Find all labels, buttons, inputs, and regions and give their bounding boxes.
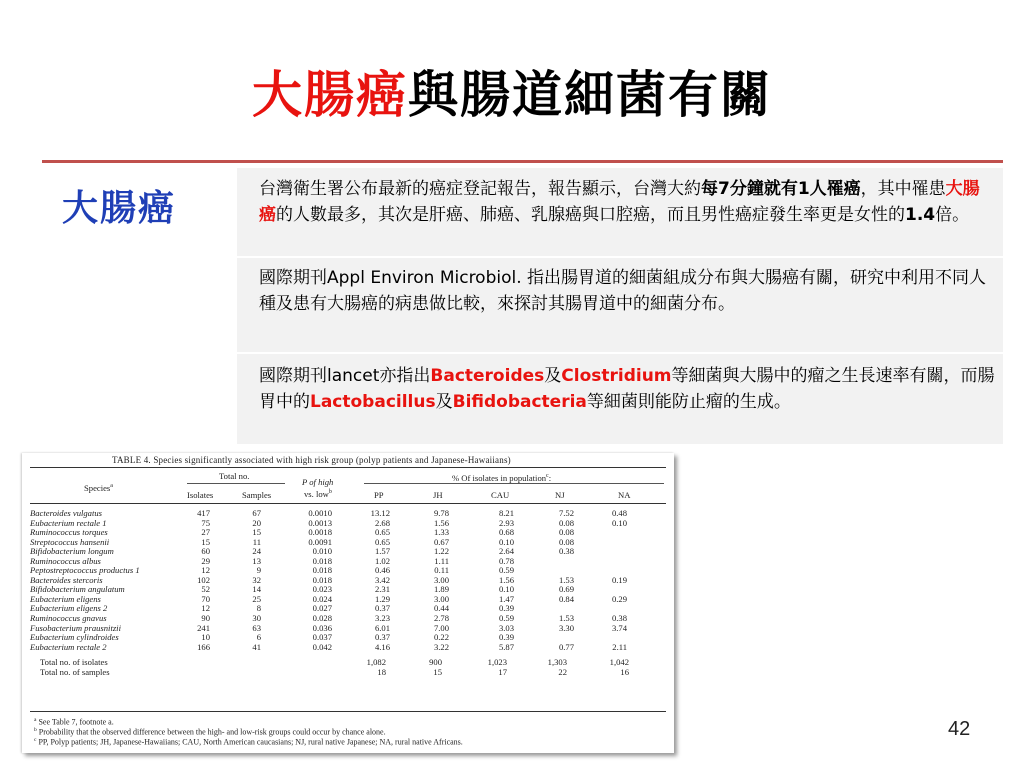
value-cell: 0.46 xyxy=(374,565,390,576)
row-separator xyxy=(237,256,1003,258)
value-cell: 24 xyxy=(252,546,261,557)
value-cell: 0.0091 xyxy=(308,536,332,547)
total-isolates-label: Total no. of isolates xyxy=(40,657,108,667)
species-name-cell: Fusobacterium prausnitzii xyxy=(30,622,121,633)
value-cell: 0.10 xyxy=(498,584,514,595)
header-pp: PP xyxy=(374,490,384,500)
value-cell xyxy=(574,557,627,567)
value-cell: 6 xyxy=(256,632,261,643)
side-label: 大腸癌 xyxy=(62,187,177,229)
p1-emphasis: 每7分鐘就有1人罹癌 xyxy=(701,179,861,199)
value-cell: 0.037 xyxy=(312,632,332,643)
value-cell: 2.93 xyxy=(498,517,514,528)
value-cell: 0.65 xyxy=(374,536,390,547)
value-cell: 30 xyxy=(252,613,261,624)
value-cell: 0.036 xyxy=(312,622,332,633)
species-name-cell: Bifidobacterium angulatum xyxy=(30,584,125,595)
p1-ratio: 1.4 xyxy=(905,205,936,225)
table-top-rule xyxy=(30,467,666,468)
species-name-cell: Bifidobacterium longum xyxy=(30,546,114,557)
value-cell: 1.53 xyxy=(558,574,574,585)
value-cell: 0.48 xyxy=(611,508,627,518)
value-cell: 0.018 xyxy=(312,555,332,566)
value-cell: 0.69 xyxy=(558,584,574,595)
value-cell: 3.00 xyxy=(433,593,449,604)
total-isolates-pp: 1,082 xyxy=(366,657,386,667)
value-cell: 0.023 xyxy=(312,584,332,595)
value-cell: 1.33 xyxy=(433,527,449,538)
header-isolates: Isolates xyxy=(187,490,214,500)
value-cell: 20 xyxy=(252,517,261,528)
value-cell: 0.08 xyxy=(558,536,574,547)
value-cell: 1.53 xyxy=(558,613,574,624)
value-cell: 2.11 xyxy=(612,641,627,652)
value-cell: 0.84 xyxy=(558,593,574,604)
value-cell: 12 xyxy=(201,565,210,576)
total-samples-pp: 18 xyxy=(377,667,386,677)
value-cell: 102 xyxy=(197,574,210,585)
p3-text-d: 等細菌與大腸中的瘤之生長速率有關，而腸胃中的 xyxy=(259,366,995,412)
value-cell: 5.87 xyxy=(498,641,514,652)
title-highlight: 大腸癌 xyxy=(252,65,408,124)
value-cell: 15 xyxy=(201,536,210,547)
species-name-cell: Eubacterium eligens xyxy=(30,593,101,604)
value-cell: 2.78 xyxy=(433,613,449,624)
p3-text-b: 亦指出 xyxy=(379,366,431,386)
row-separator xyxy=(237,352,1003,354)
footnote-a: $^a$ See Table 7, footnote a. xyxy=(34,717,114,727)
p1-highlight: 大腸癌 xyxy=(259,179,980,225)
species-name-cell: Eubacterium eligens 2 xyxy=(30,603,108,614)
total-samples-cau: 17 xyxy=(498,667,507,677)
total-isolates-nj: 1,303 xyxy=(547,657,567,667)
value-cell: 75 xyxy=(201,517,210,528)
species-name-cell: Ruminococcus torques xyxy=(30,527,108,538)
header-na: NA xyxy=(618,490,631,500)
paragraph-1 xyxy=(237,176,1003,228)
p1-text-b: ，其中罹患 xyxy=(860,179,946,199)
value-cell: 0.042 xyxy=(312,641,332,652)
p2-text-a: 國際期刊 xyxy=(259,268,327,288)
total-samples-label: Total no. of samples xyxy=(40,667,110,677)
p3-lactobacillus: Lactobacillus xyxy=(310,392,436,412)
value-cell: 0.028 xyxy=(312,613,332,624)
value-cell: 3.30 xyxy=(558,622,574,633)
header-p-low: vs. low$^b$ xyxy=(304,488,332,499)
p1-text-d: 倍。 xyxy=(935,205,970,225)
value-cell: 8.21 xyxy=(498,508,514,518)
paragraph-3 xyxy=(237,363,1003,415)
value-cell: 0.29 xyxy=(611,593,627,604)
value-cell: 67 xyxy=(252,508,261,518)
value-cell: 0.11 xyxy=(434,565,449,576)
value-cell: 0.19 xyxy=(611,574,627,585)
value-cell: 10 xyxy=(201,632,210,643)
value-cell: 90 xyxy=(201,613,210,624)
header-total-no: Total no. xyxy=(219,471,250,481)
value-cell: 14 xyxy=(252,584,261,595)
value-cell: 0.027 xyxy=(312,603,332,614)
value-cell: 1.11 xyxy=(434,555,449,566)
header-species: Species$^a$ xyxy=(84,482,113,493)
value-cell: 9 xyxy=(256,565,261,576)
value-cell: 0.68 xyxy=(498,527,514,538)
value-cell: 2.64 xyxy=(498,546,514,557)
value-cell: 0.65 xyxy=(374,527,390,538)
value-cell: 1.89 xyxy=(433,584,449,595)
value-cell: 0.78 xyxy=(498,555,514,566)
value-cell: 7.00 xyxy=(433,622,449,633)
value-cell: 13.12 xyxy=(370,508,390,518)
value-cell: 0.08 xyxy=(558,517,574,528)
value-cell: 15 xyxy=(252,527,261,538)
value-cell: 0.38 xyxy=(558,546,574,557)
total-samples-jh: 15 xyxy=(433,667,442,677)
value-cell: 2.31 xyxy=(374,584,390,595)
species-name-cell: Eubacterium rectale 1 xyxy=(30,517,107,528)
value-cell: 27 xyxy=(201,527,210,538)
value-cell: 0.018 xyxy=(312,574,332,585)
value-cell: 0.22 xyxy=(433,632,449,643)
value-cell: 0.010 xyxy=(312,546,332,557)
value-cell: 166 xyxy=(197,641,210,652)
species-name-cell: Eubacterium cylindroides xyxy=(30,632,119,643)
value-cell: 6.01 xyxy=(374,622,390,633)
value-cell xyxy=(574,538,627,548)
paragraph-2 xyxy=(237,265,1003,317)
value-cell: 0.38 xyxy=(611,613,627,624)
value-cell: 11 xyxy=(252,536,261,547)
p3-journal: lancet xyxy=(327,366,380,386)
value-cell: 13 xyxy=(252,555,261,566)
value-cell: 3.22 xyxy=(433,641,449,652)
value-cell: 7.52 xyxy=(558,508,574,518)
page-number: 42 xyxy=(948,718,971,740)
value-cell: 3.00 xyxy=(433,574,449,585)
p3-text-e: 及 xyxy=(435,392,453,412)
species-name-cell: Eubacterium rectale 2 xyxy=(30,641,107,652)
value-cell: 0.0013 xyxy=(308,517,332,528)
p2-text-b: . 指出腸胃道的細菌組成分布與大腸癌有關，研究中利用不同人種及患有大腸癌的病患做比較，來探討其腸胃道中的細菌分布。 xyxy=(259,268,987,314)
value-cell: 0.0018 xyxy=(308,527,332,538)
species-name-cell: Bacteroides vulgatus xyxy=(30,508,102,518)
value-cell: 1.56 xyxy=(433,517,449,528)
value-cell: 29 xyxy=(201,555,210,566)
p3-bifidobacteria: Bifidobacteria xyxy=(452,392,587,412)
value-cell: 3.03 xyxy=(498,622,514,633)
table-bottom-rule xyxy=(30,711,666,712)
value-cell: 8 xyxy=(256,603,261,614)
value-cell: 3.42 xyxy=(374,574,390,585)
value-cell: 0.024 xyxy=(312,593,332,604)
header-rule xyxy=(187,483,285,484)
value-cell: 0.44 xyxy=(433,603,449,614)
value-cell: 0.39 xyxy=(498,632,514,643)
footnote-c: $^c$ PP, Polyp patients; JH, Japanese-Hawaiians; CAU, North American caucasians; NJ, rural native Japanese; NA, rural native Africans. xyxy=(34,737,463,747)
value-cell: 417 xyxy=(197,508,210,518)
header-rule xyxy=(364,483,664,484)
value-cell: 3.74 xyxy=(611,622,627,633)
value-cell: 0.0010 xyxy=(308,508,332,518)
species-name-cell: Streptococcus hansenii xyxy=(30,536,110,547)
p3-text-c: 及 xyxy=(544,366,562,386)
header-nj: NJ xyxy=(555,490,565,500)
p3-text-f: 等細菌則能防止瘤的生成。 xyxy=(586,392,791,412)
value-cell: 0.08 xyxy=(558,527,574,538)
species-name-cell: Peptostreptococcus productus 1 xyxy=(30,565,140,576)
value-cell: 0.59 xyxy=(498,565,514,576)
value-cell: 9.78 xyxy=(433,508,449,518)
table-caption: TABLE 4. Species significantly associated with high risk group (polyp patients and Japanese-Hawaiians) xyxy=(112,455,511,465)
species-name-cell: Ruminococcus gnavus xyxy=(30,613,107,624)
value-cell: 4.16 xyxy=(374,641,390,652)
value-cell: 52 xyxy=(201,584,210,595)
p3-bacteroides: Bacteroides xyxy=(430,366,545,386)
value-cell: 41 xyxy=(252,641,261,652)
scanned-table-image xyxy=(22,453,674,753)
value-cell xyxy=(574,528,627,538)
title-divider xyxy=(42,160,1003,163)
value-cell: 1.47 xyxy=(498,593,514,604)
header-p-high: P of high xyxy=(302,477,334,487)
value-cell: 0.018 xyxy=(312,565,332,576)
value-cell: 0.37 xyxy=(374,603,390,614)
value-cell: 241 xyxy=(197,622,210,633)
value-cell: 1.22 xyxy=(433,546,449,557)
footnote-b: $^b$ Probability that the observed difference between the high- and low-risk groups could occur by chance alone. xyxy=(34,727,386,737)
value-cell: 1.57 xyxy=(374,546,390,557)
value-cell: 63 xyxy=(252,622,261,633)
species-name-cell: Bacteroides stercoris xyxy=(30,574,103,585)
value-cell: 0.59 xyxy=(498,613,514,624)
value-cell: 25 xyxy=(252,593,261,604)
title-rest: 與腸道細菌有關 xyxy=(408,65,772,124)
header-pct-isolates: % Of isolates in population$^c$: xyxy=(452,472,552,483)
value-cell xyxy=(574,547,627,557)
header-samples: Samples xyxy=(242,490,272,500)
total-isolates-cau: 1,023 xyxy=(487,657,507,667)
table-row xyxy=(30,643,627,653)
value-cell: 1.02 xyxy=(374,555,390,566)
total-samples-na: 16 xyxy=(620,667,629,677)
p3-clostridium: Clostridium xyxy=(561,366,672,386)
content-panel xyxy=(237,168,1003,444)
p1-text-c: 的人數最多，其次是肝癌、肺癌、乳腺癌與口腔癌，而且男性癌症發生率更是女性的 xyxy=(276,205,905,225)
total-isolates-jh: 900 xyxy=(429,657,442,667)
value-cell: 0.10 xyxy=(611,517,627,528)
value-cell: 70 xyxy=(201,593,210,604)
header-jh: JH xyxy=(433,490,443,500)
total-samples-nj: 22 xyxy=(558,667,567,677)
p2-journal: Appl Environ Microbiol xyxy=(327,268,517,288)
value-cell: 32 xyxy=(252,574,261,585)
species-name-cell: Ruminococcus albus xyxy=(30,555,101,566)
slide-title xyxy=(0,60,1024,130)
value-cell: 0.37 xyxy=(374,632,390,643)
value-cell: 3.23 xyxy=(374,613,390,624)
p1-text-a: 台灣衛生署公布最新的癌症登記報告，報告顯示，台灣大約 xyxy=(259,179,701,199)
value-cell: 2.68 xyxy=(374,517,390,528)
value-cell: 12 xyxy=(201,603,210,614)
total-isolates-na: 1,042 xyxy=(609,657,629,667)
value-cell: 60 xyxy=(201,546,210,557)
value-cell: 0.67 xyxy=(433,536,449,547)
value-cell: 0.10 xyxy=(498,536,514,547)
species-table xyxy=(30,509,627,652)
p3-text-a: 國際期刊 xyxy=(259,366,327,386)
value-cell: 0.39 xyxy=(498,603,514,614)
value-cell: 1.56 xyxy=(498,574,514,585)
value-cell: 0.77 xyxy=(558,641,574,652)
value-cell: 1.29 xyxy=(374,593,390,604)
value-cell xyxy=(514,557,574,567)
header-cau: CAU xyxy=(491,490,510,500)
header-bottom-rule xyxy=(30,503,666,504)
